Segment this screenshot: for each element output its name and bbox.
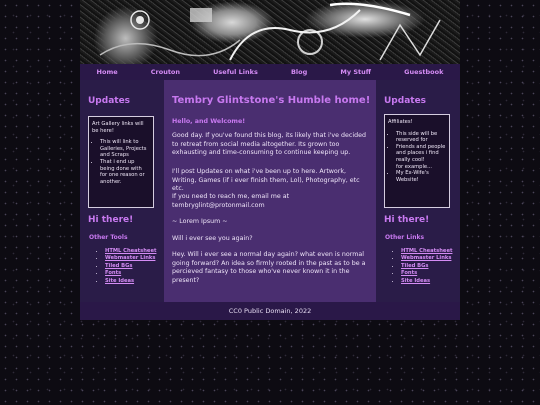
main-content <box>164 80 376 302</box>
list-item <box>401 255 452 262</box>
tiled-bgs-link[interactable]: Tiled BGs <box>401 262 429 269</box>
nav-my-stuff-link[interactable]: My Stuff <box>340 68 372 76</box>
webmaster-links-link[interactable]: Webmaster Links <box>105 255 156 262</box>
list-item <box>401 263 452 270</box>
main-navigation <box>80 64 460 80</box>
list-item <box>401 278 452 285</box>
nav-guestbook-link[interactable]: Guestbook <box>404 68 444 76</box>
page-footer <box>80 302 460 320</box>
left-sidebar-heading: Updates <box>88 96 131 106</box>
left-sidebar <box>80 80 164 302</box>
site-container <box>80 0 460 320</box>
right-box-intro: Affiliates! <box>388 119 413 125</box>
html-cheatsheet-link[interactable]: HTML Cheatsheet <box>105 248 157 254</box>
fonts-link[interactable]: Fonts <box>105 270 122 277</box>
list-item: • That i end up being done with <box>100 159 150 172</box>
nav-crouton-link[interactable]: Crouton <box>150 68 181 76</box>
banner-artwork <box>80 0 460 64</box>
nav-blog-link[interactable]: Blog <box>290 68 308 76</box>
list-item <box>401 270 452 277</box>
right-affiliates-box <box>384 114 450 208</box>
footer-copyright: CC0 Public Domain, 2022 <box>228 307 312 315</box>
site-ideas-link[interactable]: Site Ideas <box>105 277 135 284</box>
right-box-list <box>388 131 446 184</box>
other-tools-list <box>89 248 156 285</box>
right-sidebar-heading: Updates <box>384 96 427 106</box>
left-sidebar-greeting: Hi there! <box>88 215 134 225</box>
html-cheatsheet-link[interactable]: HTML Cheatsheet <box>401 248 453 254</box>
list-item: • This will link to Galleries, Projects and Scraps <box>100 139 150 159</box>
list-item: for one reason or another. <box>100 172 145 185</box>
other-links-heading: Other Links <box>385 234 425 241</box>
site-ideas-link[interactable]: Site Ideas <box>401 277 431 284</box>
page-title: Tembry Glintstone's Humble home! <box>172 95 371 106</box>
list-item <box>105 248 156 255</box>
header-banner-image <box>80 0 460 64</box>
list-item: for example... <box>396 163 433 170</box>
right-sidebar-greeting: Hi there! <box>384 215 430 225</box>
left-box-list <box>92 139 150 185</box>
fonts-link[interactable]: Fonts <box>401 270 418 277</box>
list-item <box>105 255 156 262</box>
nav-home-link[interactable]: Home <box>96 68 118 76</box>
other-links-list <box>385 248 452 285</box>
reflection-paragraph: Hey. Will i ever see a normal day again? what even is normal going forward? An idea so firmly rooted in the past as to be a percieved fantasy to those who've never known it in the present? <box>172 251 366 284</box>
webmaster-links-link[interactable]: Webmaster Links <box>401 255 452 262</box>
lorem-ipsum-heading: ~ Lorem Ipsum ~ <box>172 218 228 225</box>
right-sidebar <box>376 80 460 302</box>
list-item: • This side will be reserved for <box>396 131 446 144</box>
updates-paragraph: I'll post Updates on what i've been up to here. Artwork, Writing, Games (if i ever finish them, Lol), Photography, etc etc. <box>172 168 360 193</box>
contact-paragraph: If you need to reach me, email me at tembryglint@protonmail.com <box>172 193 290 209</box>
left-updates-box <box>88 116 154 208</box>
welcome-subheading: Hello, and Welcome! <box>172 118 246 125</box>
left-box-intro: Art Gallery links will be here! <box>92 121 144 134</box>
question-paragraph: Will i ever see you again? <box>172 235 253 242</box>
list-item: • Friends and people and places i find really cool! <box>396 144 446 164</box>
list-item <box>105 263 156 270</box>
list-item <box>401 248 452 255</box>
other-tools-heading: Other Tools <box>89 234 128 241</box>
tiled-bgs-link[interactable]: Tiled BGs <box>105 262 133 269</box>
list-item <box>105 270 156 277</box>
list-item <box>105 278 156 285</box>
intro-paragraph: Good day. If you've found this blog, its likely that i've decided to retreat from social media altogether. Its grown too exhausting and time-consuming to continue keeping up. <box>172 132 366 157</box>
list-item: • My Ex-Wife's Website! <box>396 170 446 183</box>
nav-useful-links-link[interactable]: Useful Links <box>213 68 258 76</box>
